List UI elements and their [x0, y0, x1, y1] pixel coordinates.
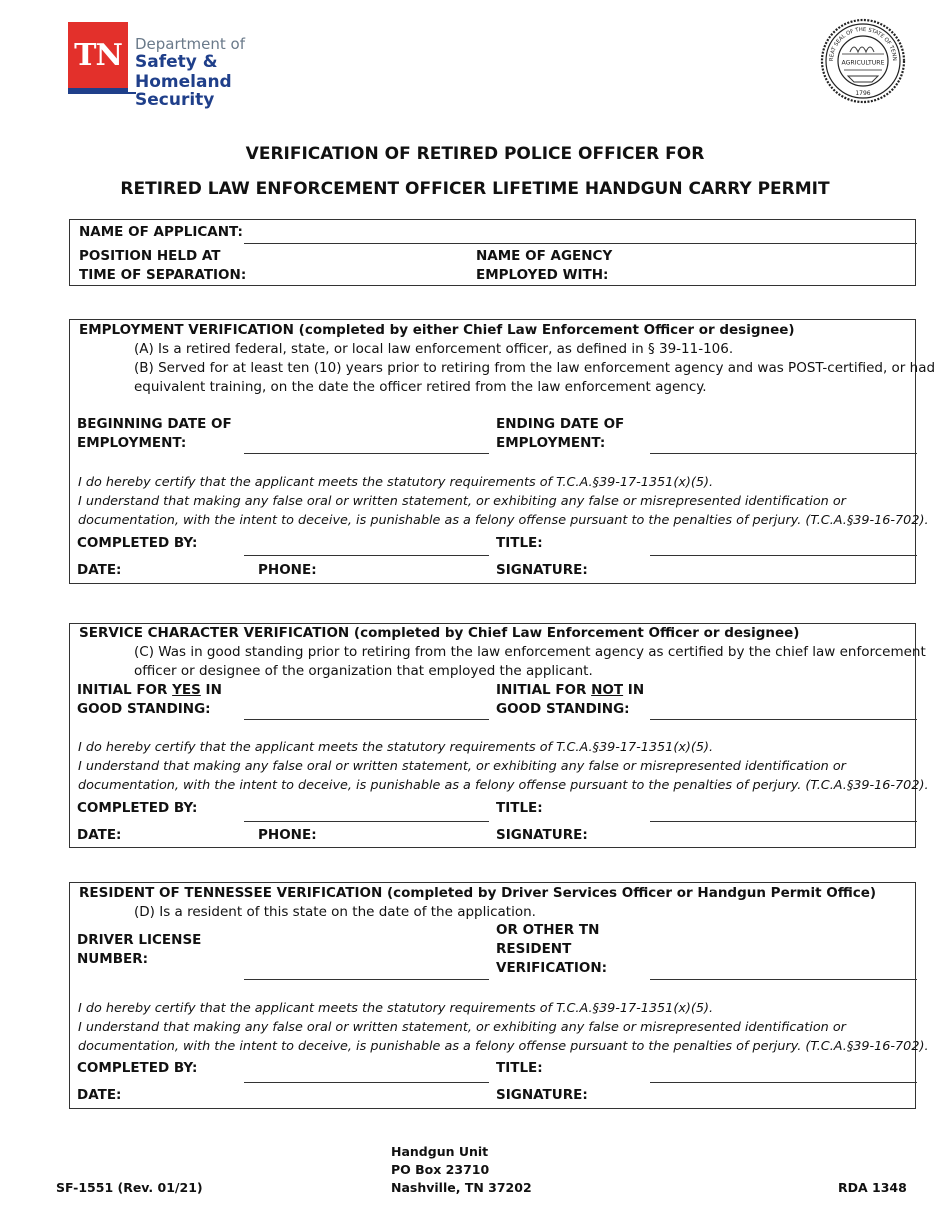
other-verification-label-1: OR OTHER TN — [496, 922, 600, 938]
rda-number: RDA 1348 — [838, 1180, 907, 1195]
employment-item-b-1: (B) Served for at least ten (10) years prior to retiring from the law enforcement agency and was POST-certified, or had — [134, 360, 936, 376]
address-line-1: Handgun Unit — [391, 1144, 489, 1159]
service-cert-line-3: documentation, with the intent to deceive, is punishable as a felony offense pursuant to the penalties of perjury. (T.C.A.§39-16-702). — [78, 778, 929, 793]
tn-logo-mark: TN — [68, 22, 128, 88]
begin-date-label-2: EMPLOYMENT: — [77, 435, 187, 451]
resident-cert-line-3: documentation, with the intent to deceive, is punishable as a felony offense pursuant to the penalties of perjury. (T.C.A.§39-16-702). — [78, 1039, 929, 1054]
service-item-c-2: officer or designee of the organization that employed the applicant. — [134, 663, 593, 679]
resident-cert-line-2: I understand that making any false oral or written statement, or exhibiting any false or misrepresented identification or — [78, 1020, 846, 1035]
address-line-3: Nashville, TN 37202 — [391, 1180, 532, 1195]
initial-not-label-2: GOOD STANDING: — [496, 701, 630, 717]
initial-not-line[interactable] — [650, 719, 917, 720]
seal-year-text: 1796 — [855, 90, 871, 97]
agency-label-1: NAME OF AGENCY — [476, 248, 613, 264]
employment-item-a: (A) Is a retired federal, state, or local law enforcement officer, as defined in § 39-11-106. — [134, 341, 734, 357]
applicant-name-label: NAME OF APPLICANT: — [79, 224, 243, 240]
logo-safety-text: Safety & — [135, 52, 218, 72]
employment-signature-label: SIGNATURE: — [496, 562, 588, 578]
service-character-section — [69, 623, 929, 848]
tn-safety-logo — [68, 22, 308, 110]
employment-completed-by-label: COMPLETED BY: — [77, 535, 198, 551]
employment-cert-line-1: I do hereby certify that the applicant meets the statutory requirements of T.C.A.§39-17-1351(x)(5). — [78, 475, 714, 490]
driver-license-line[interactable] — [244, 979, 489, 980]
address-line-2: PO Box 23710 — [391, 1162, 490, 1177]
seal-center-text: AGRICULTURE — [841, 59, 885, 67]
employment-title-line[interactable] — [650, 555, 917, 556]
initial-yes-label-1 — [77, 681, 222, 700]
service-title-label: TITLE: — [496, 800, 543, 816]
initial-not-label-1 — [496, 681, 644, 700]
driver-license-label-2: NUMBER: — [77, 951, 149, 967]
driver-license-label-1: DRIVER LICENSE — [77, 932, 202, 948]
service-cert-line-2: I understand that making any false oral or written statement, or exhibiting any false or misrepresented identification or — [78, 759, 846, 774]
service-heading: SERVICE CHARACTER VERIFICATION (completed by Chief Law Enforcement Officer or designee) — [79, 625, 800, 641]
initial-not-pre: INITIAL FOR — [496, 682, 592, 698]
initial-yes-post: IN — [200, 682, 222, 698]
position-label-1: POSITION HELD AT — [79, 248, 221, 264]
employment-heading: EMPLOYMENT VERIFICATION (completed by either Chief Law Enforcement Officer or designee) — [79, 322, 795, 338]
form-number: SF-1551 (Rev. 01/21) — [56, 1180, 203, 1195]
service-title-line[interactable] — [650, 821, 917, 822]
resident-item-d: (D) Is a resident of this state on the date of the application. — [134, 904, 536, 920]
employment-completed-by-line[interactable] — [244, 555, 489, 556]
initial-yes-word: YES — [172, 682, 201, 698]
service-item-c-1: (C) Was in good standing prior to retiring from the law enforcement agency as certified by the chief law enforcement — [134, 644, 926, 660]
resident-cert-line-1: I do hereby certify that the applicant meets the statutory requirements of T.C.A.§39-17-1351(x)(5). — [78, 1001, 714, 1016]
service-completed-by-label: COMPLETED BY: — [77, 800, 198, 816]
begin-date-label-1: BEGINNING DATE OF — [77, 416, 232, 432]
service-date-label: DATE: — [77, 827, 122, 843]
end-date-label-1: ENDING DATE OF — [496, 416, 625, 432]
position-label-2: TIME OF SEPARATION: — [79, 267, 247, 283]
resident-verification-section — [69, 882, 929, 1109]
initial-yes-pre: INITIAL FOR — [77, 682, 173, 698]
employment-title-label: TITLE: — [496, 535, 543, 551]
end-date-label-2: EMPLOYMENT: — [496, 435, 606, 451]
employment-verification-section — [69, 319, 936, 584]
resident-signature-label: SIGNATURE: — [496, 1087, 588, 1103]
employment-date-label: DATE: — [77, 562, 122, 578]
resident-heading: RESIDENT OF TENNESSEE VERIFICATION (completed by Driver Services Officer or Handgun Permit Office) — [79, 885, 877, 901]
logo-department-text: Department of — [135, 35, 245, 53]
initial-not-post: IN — [623, 682, 645, 698]
seal-ring-textpath: REAT SEAL OF THE STATE OF TENN — [828, 26, 898, 62]
end-date-line[interactable] — [650, 453, 917, 454]
agency-label-2: EMPLOYED WITH: — [476, 267, 609, 283]
initial-yes-label-2: GOOD STANDING: — [77, 701, 211, 717]
applicant-section — [69, 219, 916, 286]
state-seal-icon — [820, 18, 906, 104]
initial-not-word: NOT — [591, 682, 624, 698]
applicant-name-line[interactable] — [244, 243, 917, 244]
resident-date-label: DATE: — [77, 1087, 122, 1103]
form-title-line-2: RETIRED LAW ENFORCEMENT OFFICER LIFETIME HANDGUN CARRY PERMIT — [120, 179, 830, 199]
form-title-line-1: VERIFICATION OF RETIRED POLICE OFFICER FOR — [245, 144, 705, 164]
service-cert-line-1: I do hereby certify that the applicant meets the statutory requirements of T.C.A.§39-17-1351(x)(5). — [78, 740, 714, 755]
employment-cert-line-3: documentation, with the intent to deceive, is punishable as a felony offense pursuant to the penalties of perjury. (T.C.A.§39-16-702). — [78, 513, 929, 528]
logo-homeland-text: Homeland Security — [135, 72, 232, 110]
logo-underline — [68, 88, 128, 94]
service-completed-by-line[interactable] — [244, 821, 489, 822]
employment-item-b-2: equivalent training, on the date the officer retired from the law enforcement agency. — [134, 379, 707, 395]
service-phone-label: PHONE: — [258, 827, 317, 843]
resident-completed-by-line[interactable] — [244, 1082, 489, 1083]
resident-completed-by-label: COMPLETED BY: — [77, 1060, 198, 1076]
begin-date-line[interactable] — [244, 453, 489, 454]
resident-title-line[interactable] — [650, 1082, 917, 1083]
service-signature-label: SIGNATURE: — [496, 827, 588, 843]
initial-yes-line[interactable] — [244, 719, 489, 720]
other-verification-label-2: RESIDENT — [496, 941, 572, 957]
other-verification-label-3: VERIFICATION: — [496, 960, 608, 976]
other-verification-line[interactable] — [650, 979, 917, 980]
employment-cert-line-2: I understand that making any false oral or written statement, or exhibiting any false or misrepresented identification or — [78, 494, 846, 509]
resident-title-label: TITLE: — [496, 1060, 543, 1076]
employment-phone-label: PHONE: — [258, 562, 317, 578]
